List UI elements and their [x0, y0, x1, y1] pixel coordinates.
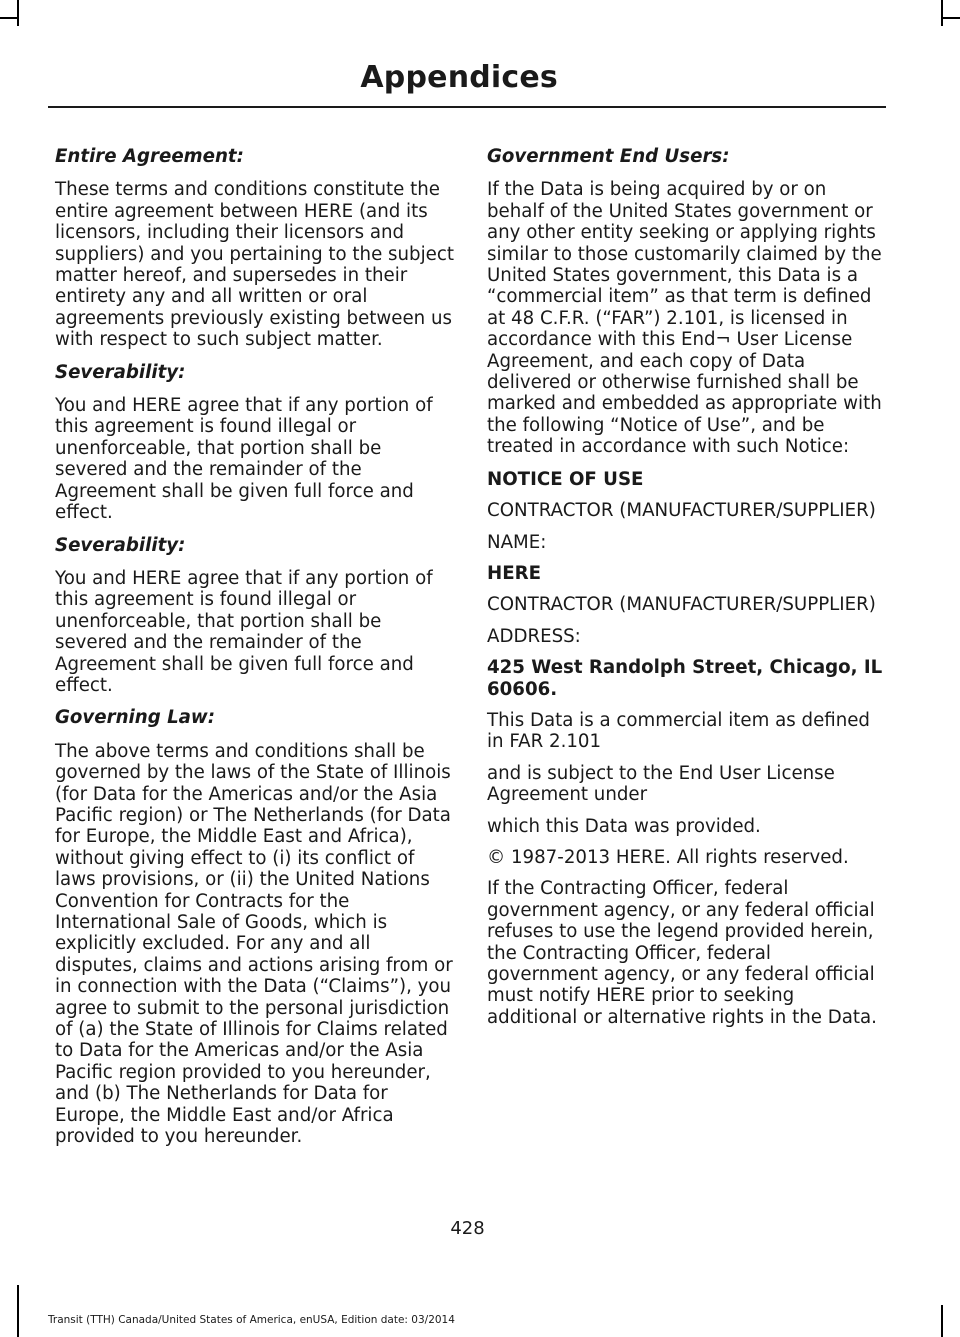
section-heading-entire-agreement: Entire Agreement:: [55, 146, 244, 167]
section-body-severability-2: You and HERE agree that if any portion of this agreement is found illegal or unenforceable, that portion shall be severed and the remainder of the Agreement shall be given full force and effect.: [55, 567, 433, 696]
notice-of-use-heading: NOTICE OF USE: [487, 468, 644, 490]
closing-text: If the Contracting Officer, federal government agency, or any federal official refuses to use the legend provided herein, the Contracting Officer, federal government agency, or any federal official must notify HERE prior to seeking additional or alternative rights in the Data.: [487, 878, 877, 1028]
crop-mark-top-left: [17, 0, 19, 26]
section-body-severability: You and HERE agree that if any portion of this agreement is found illegal or unenforceable, that portion shall be severed and the remainder of the Agreement shall be given full force and effect.: [55, 395, 433, 524]
provided-text: which this Data was provided.: [487, 815, 761, 837]
left-column: [55, 146, 455, 1158]
contractor-label-2: CONTRACTOR (MANUFACTURER/SUPPLIER): [487, 594, 876, 616]
crop-mark-bottom-right: [941, 1305, 943, 1337]
contractor-label-1: CONTRACTOR (MANUFACTURER/SUPPLIER): [487, 500, 876, 522]
government-end-users-body: If the Data is being acquired by or on behalf of the United States government or any other entity seeking or applying rights similar to those customarily claimed by the United States government, this Data is a “commercial item” as that term is defined at 48 C.F.R. (“FAR”) 2.101, is licensed in accordance with this End¬ User License Agreement, and each copy of Data delivered or otherwise furnished shall be marked and embedded as appropriate with the following “Notice of Use”, and be treated in accordance with such Notice:: [487, 179, 882, 458]
section-heading-government-end-users: Government End Users:: [487, 146, 730, 167]
crop-mark-bottom-left: [17, 1285, 19, 1337]
right-column: [487, 146, 887, 1038]
section-heading-severability-2: Severability:: [55, 534, 186, 556]
header-divider: [48, 106, 886, 108]
address-label: ADDRESS:: [487, 625, 581, 647]
footer-edition: Transit (TTH) Canada/United States of America, enUSA, Edition date: 03/2014: [48, 1314, 455, 1326]
page-number: 428: [450, 1218, 485, 1239]
crop-mark-top-right: [941, 0, 943, 26]
name-value: HERE: [487, 562, 542, 584]
copyright-text: © 1987-2013 HERE. All rights reserved.: [487, 846, 849, 868]
crop-mark-top-right-h: [943, 17, 960, 19]
crop-mark-top-left-h: [0, 17, 17, 19]
page-title: Appendices: [360, 60, 558, 95]
section-heading-severability: Severability:: [55, 361, 186, 383]
address-value: 425 West Randolph Street, Chicago, IL 60606.: [487, 657, 883, 700]
section-body-entire-agreement: These terms and conditions constitute the entire agreement between HERE (and its licensors, including their licensors and suppliers) and you pertaining to the subject matter hereof, and supersedes in their entirety any and all written or oral agreements previously existing between us with respect to such subject matter.: [55, 179, 454, 351]
name-label: NAME:: [487, 531, 547, 553]
section-body-governing-law: The above terms and conditions shall be governed by the laws of the State of Illinois (for Data for the Americas and/or the Asia Pacific region) or The Netherlands (for Data for Europe, the Middle East and Africa), without giving effect to (i) its conflict of laws provisions, or (ii) the United Nations Convention for Contracts for the International Sale of Goods, which is explicitly excluded. For any and all disputes, claims and actions arising from or in connection with the Data (“Claims”), you agree to submit to the personal jurisdiction of (a) the State of Illinois for Claims related to Data for the Americas and/or the Asia Pacific region provided to you hereunder, and (b) The Netherlands for Data for Europe, the Middle East and/or Africa provided to you hereunder.: [55, 740, 453, 1148]
subject-to-text: and is subject to the End User License Agreement under: [487, 762, 835, 806]
section-heading-governing-law: Governing Law:: [55, 707, 216, 729]
commercial-item-text: This Data is a commercial item as defined in FAR 2.101: [487, 709, 870, 753]
